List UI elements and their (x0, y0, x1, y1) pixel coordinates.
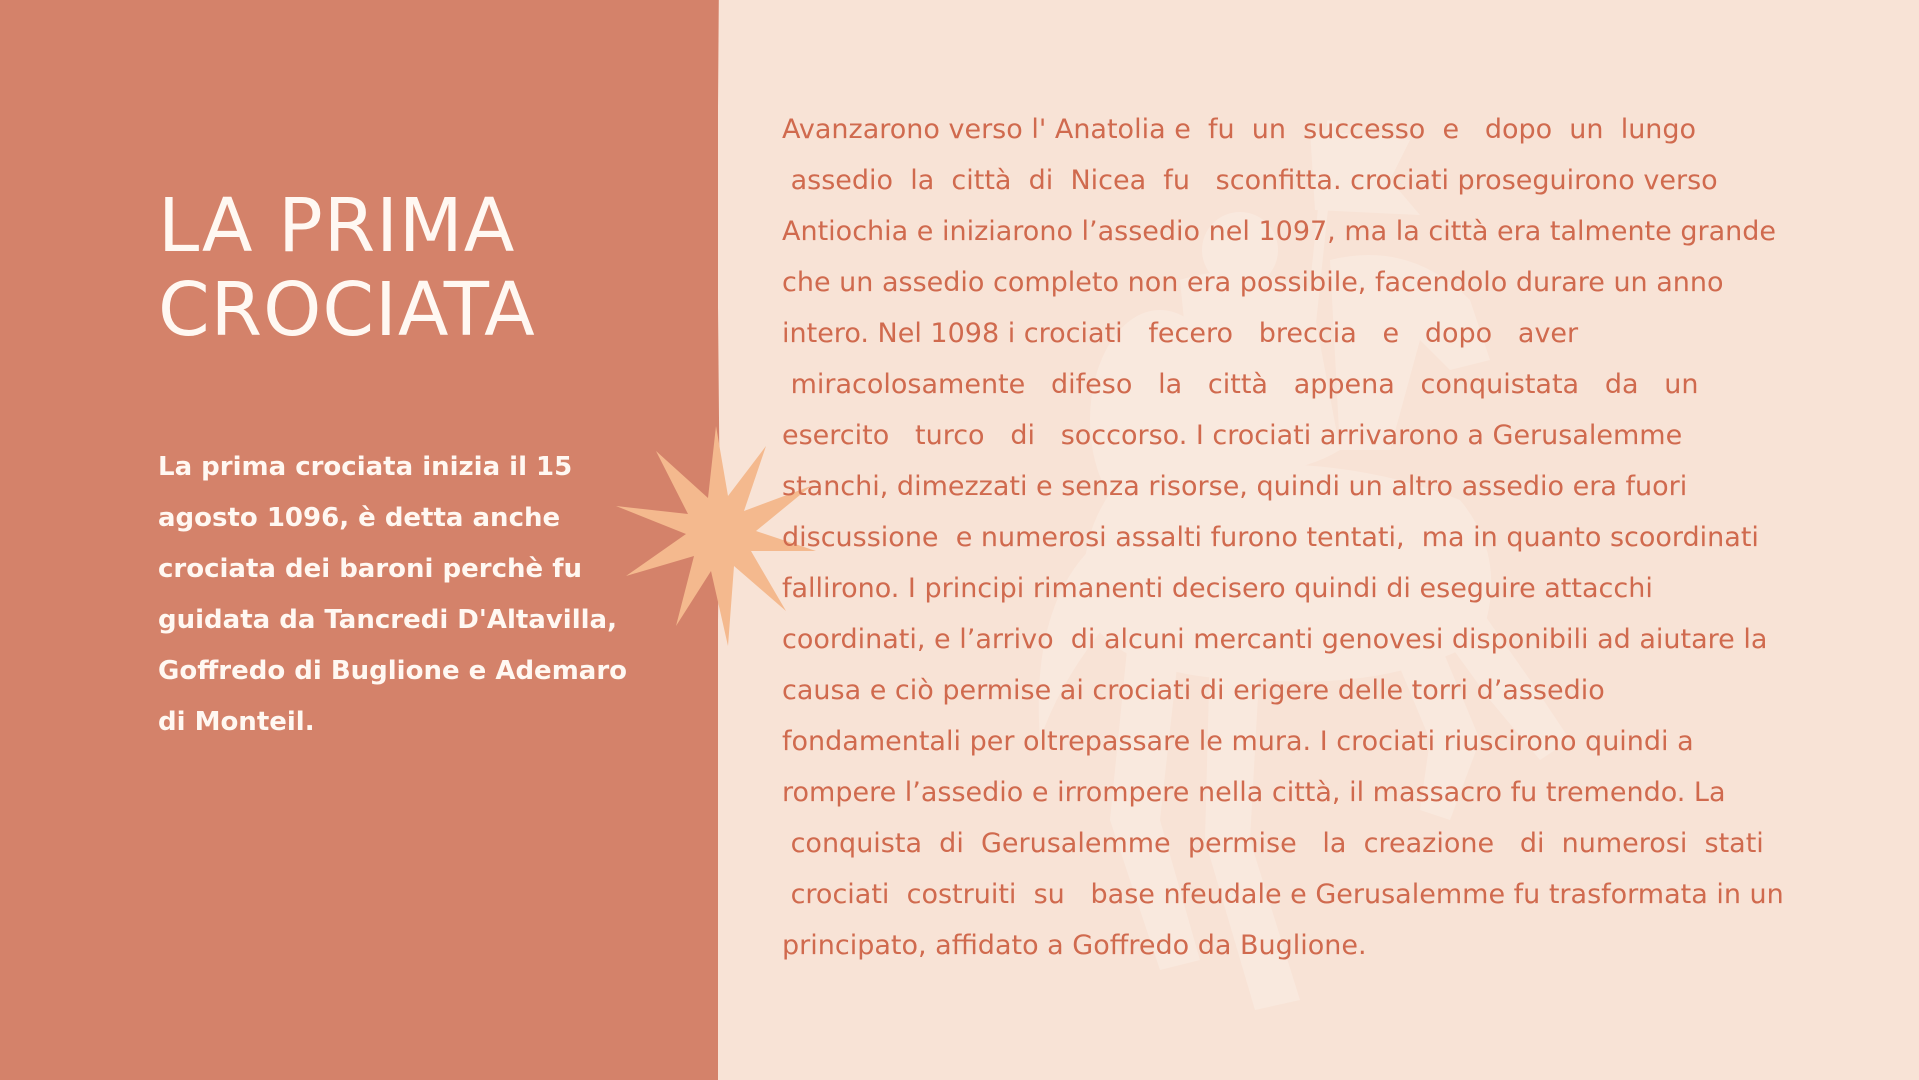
body-line: assedio la città di Nicea fu sconfitta. crociati proseguirono verso (782, 165, 1718, 196)
intro-paragraph (158, 442, 648, 748)
intro-line: crociata dei baroni perchè fu (158, 554, 583, 584)
body-line: Antiochia e iniziarono l’assedio nel 1097, ma la città era talmente grande (782, 216, 1776, 247)
intro-line: di Monteil. (158, 707, 315, 737)
left-panel (0, 0, 718, 1080)
title-line: LA PRIMA (158, 183, 516, 269)
body-line: discussione e numerosi assalti furono tentati, ma in quanto scoordinati (782, 522, 1759, 553)
body-text (782, 104, 1882, 971)
title-line: CROCIATA (158, 267, 536, 353)
intro-line: agosto 1096, è detta anche (158, 503, 561, 533)
intro-line: guidata da Tancredi D'Altavilla, (158, 605, 617, 635)
body-line: intero. Nel 1098 i crociati fecero breccia e dopo aver (782, 318, 1579, 349)
body-line: Avanzarono verso l' Anatolia e fu un successo e dopo un lungo (782, 114, 1697, 145)
body-line: che un assedio completo non era possibile, facendolo durare un anno (782, 267, 1724, 298)
body-line: esercito turco di soccorso. I crociati arrivarono a Gerusalemme (782, 420, 1683, 451)
body-line: coordinati, e l’arrivo di alcuni mercanti genovesi disponibili ad aiutare la (782, 624, 1768, 655)
body-line: conquista di Gerusalemme permise la creazione di numerosi stati (782, 828, 1764, 859)
body-line: fondamentali per oltrepassare le mura. I crociati riuscirono quindi a (782, 726, 1694, 757)
slide-title (158, 184, 536, 352)
body-line: stanchi, dimezzati e senza risorse, quindi un altro assedio era fuori (782, 471, 1688, 502)
body-line: rompere l’assedio e irrompere nella città, il massacro fu tremendo. La (782, 777, 1726, 808)
body-line: miracolosamente difeso la città appena conquistata da un (782, 369, 1699, 400)
body-line: fallirono. I principi rimanenti decisero quindi di eseguire attacchi (782, 573, 1653, 604)
intro-line: Goffredo di Buglione e Ademaro (158, 656, 628, 686)
intro-line: La prima crociata inizia il 15 (158, 452, 573, 482)
body-line: causa e ciò permise ai crociati di erigere delle torri d’assedio (782, 675, 1605, 706)
body-line: principato, affidato a Goffredo da Buglione. (782, 930, 1367, 961)
body-line: crociati costruiti su base nfeudale e Gerusalemme fu trasformata in un (782, 879, 1784, 910)
